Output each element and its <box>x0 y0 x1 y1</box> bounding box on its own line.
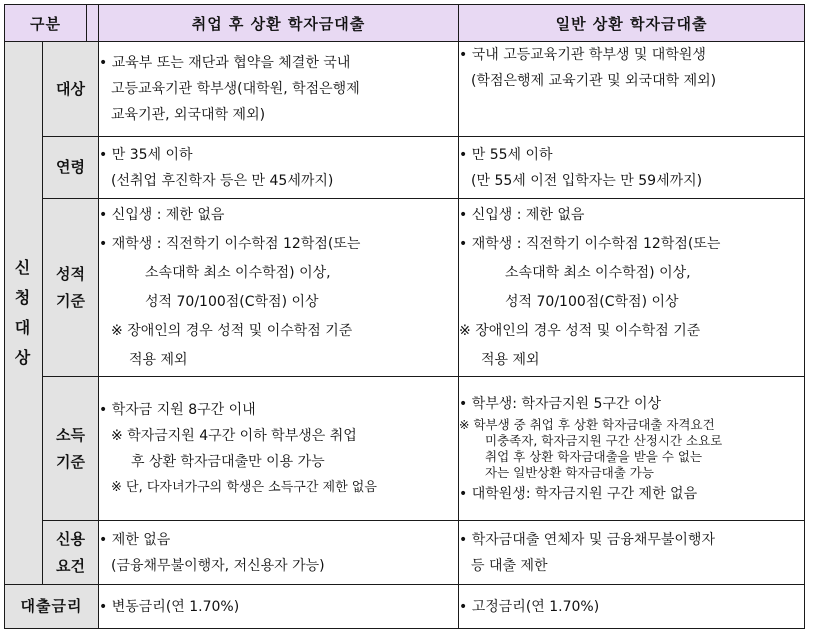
grade-col2 <box>459 199 805 377</box>
text-line: ※ 학부생 중 취업 후 상환 학자금대출 자격요건 <box>459 416 715 432</box>
text-line: 자는 일반상환 학자금대출 가능 <box>485 464 654 480</box>
text-line: 성적 70/100점(C학점) 이상 <box>145 293 319 310</box>
text-line: • 교육부 또는 재단과 협약을 체결한 국내 <box>99 55 351 71</box>
income-col2 <box>459 377 805 521</box>
row-age <box>5 137 805 199</box>
row-target <box>5 42 805 137</box>
rate-col1: • 변동금리(연 1.70%) <box>99 585 459 629</box>
group-label-line: 신 <box>14 258 33 277</box>
row-label-line: 기준 <box>56 291 85 310</box>
row-label-line: 소득 <box>56 425 85 444</box>
row-label-age: 연령 <box>43 137 99 199</box>
header-col1: 취업 후 상환 학자금대출 <box>99 5 459 42</box>
text-line: ※ 장애인의 경우 성적 및 이수학점 기준 <box>459 322 701 339</box>
credit-col1 <box>99 521 459 585</box>
text-line: 소속대학 최소 이수학점) 이상, <box>145 264 331 281</box>
text-line: 취업 후 상환 학자금대출을 받을 수 없는 <box>485 448 703 464</box>
text-line: ※ 학자금지원 4구간 이하 학부생은 취업 <box>111 427 357 444</box>
text-line: • 재학생 : 직전학기 이수학점 12학점(또는 <box>99 235 361 252</box>
text-line: • 대학원생: 학자금지원 구간 제한 없음 <box>459 485 698 502</box>
row-label-line: 성적 <box>56 264 85 283</box>
row-grade <box>5 199 805 377</box>
text-line: (학점은행제 교육기관 및 외국대학 제외) <box>471 73 717 89</box>
text-line: ※ 단, 다자녀가구의 학생은 소득구간 제한 없음 <box>111 479 377 495</box>
text-line: 소속대학 최소 이수학점) 이상, <box>505 264 691 281</box>
row-label-line: 요건 <box>56 556 85 575</box>
header-row <box>5 5 805 42</box>
text-line: 고등교육기관 학부생(대학원, 학점은행제 <box>111 81 360 97</box>
text-line: • 국내 고등교육기관 학부생 및 대학원생 <box>459 47 706 63</box>
age-col2 <box>459 137 805 199</box>
text-line: 교육기관, 외국대학 제외) <box>111 107 266 123</box>
text-line: • 학자금 지원 8구간 이내 <box>99 401 256 418</box>
group-label-application-target <box>5 42 43 585</box>
group-label-line: 상 <box>14 348 33 367</box>
text-line: (금융채무불이행자, 저신용자 가능) <box>111 557 325 574</box>
text-line: • 학자금대출 연체자 및 금융채무불이행자 <box>459 531 715 548</box>
row-label-line: 신용 <box>56 529 85 548</box>
grade-col1 <box>99 199 459 377</box>
text-line: 성적 70/100점(C학점) 이상 <box>505 293 679 310</box>
target-col2 <box>459 42 805 137</box>
row-label-target: 대상 <box>43 42 99 137</box>
group-label-line: 청 <box>14 288 33 307</box>
text-line: • 만 55세 이하 <box>459 146 553 163</box>
group-label-line: 대 <box>14 318 33 337</box>
age-col1 <box>99 137 459 199</box>
income-col1 <box>99 377 459 521</box>
credit-col2 <box>459 521 805 585</box>
loan-comparison-table <box>4 4 805 629</box>
row-income <box>5 377 805 521</box>
text-line: (만 55세 이전 입학자는 만 59세까지) <box>471 172 703 189</box>
text-line: ※ 장애인의 경우 성적 및 이수학점 기준 <box>111 322 353 339</box>
text-line: • 신입생 : 제한 없음 <box>459 206 585 223</box>
row-label-grade <box>43 199 99 377</box>
text-line: 후 상환 학자금대출만 이용 가능 <box>131 453 325 470</box>
text-line: • 신입생 : 제한 없음 <box>99 206 225 223</box>
row-label-line: 기준 <box>56 452 85 471</box>
text-line: 등 대출 제한 <box>471 557 548 574</box>
target-col1 <box>99 42 459 137</box>
text-line: • 제한 없음 <box>99 531 171 548</box>
rate-col2: • 고정금리(연 1.70%) <box>459 585 805 629</box>
row-label-credit <box>43 521 99 585</box>
text-line: • 학부생: 학자금지원 5구간 이상 <box>459 395 661 412</box>
row-label-rate: 대출금리 <box>5 585 99 629</box>
text-line: 적용 제외 <box>129 351 188 368</box>
header-category: 구분 <box>5 5 87 42</box>
row-rate <box>5 585 805 629</box>
header-col2: 일반 상환 학자금대출 <box>459 5 805 42</box>
text-line: • 만 35세 이하 <box>99 146 193 163</box>
text-line: (선취업 후진학자 등은 만 45세까지) <box>111 172 334 189</box>
row-label-income <box>43 377 99 521</box>
row-credit <box>5 521 805 585</box>
text-line: 적용 제외 <box>481 351 540 368</box>
text-line: 미충족자, 학자금지원 구간 산정시간 소요로 <box>485 432 723 448</box>
text-line: • 재학생 : 직전학기 이수학점 12학점(또는 <box>459 235 721 252</box>
header-spacer <box>87 5 99 42</box>
